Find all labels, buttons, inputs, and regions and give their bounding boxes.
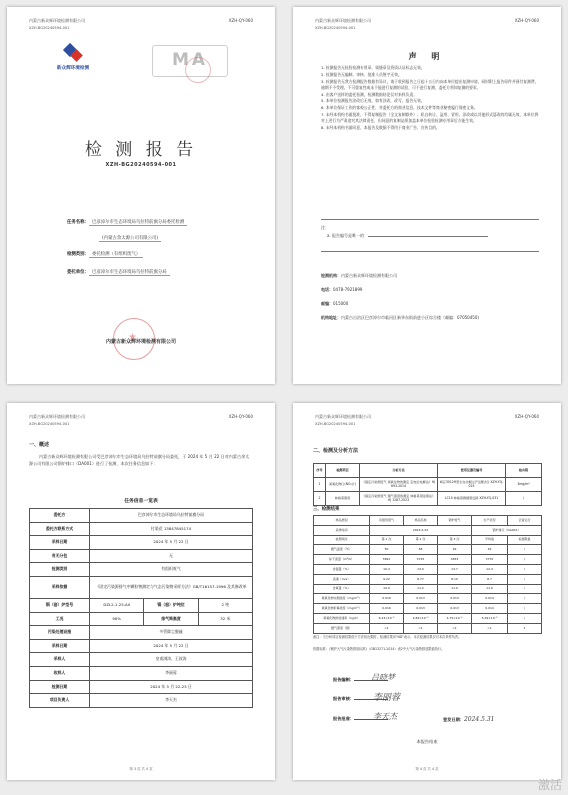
cell-key: 锅（窑）炉型号 bbox=[30, 598, 90, 612]
cell-key: 项目负责人 bbox=[30, 694, 90, 708]
table-cell: <1 bbox=[438, 623, 472, 633]
cell-value: 90% bbox=[90, 612, 144, 626]
table-cell: 锅炉排口（DA001） bbox=[472, 525, 542, 535]
cell-value: 巴彦淖尔市生态环境局乌拉特前旗分局 bbox=[90, 509, 253, 523]
table-row bbox=[314, 525, 542, 535]
table-cell: / bbox=[508, 574, 542, 584]
cell-key: 采样日期 bbox=[30, 639, 90, 653]
statement: 1. 检测报告无检验检测专用章、骑缝章及资质认证标志无效。 bbox=[321, 65, 425, 70]
date-label: 签发日期： bbox=[443, 717, 464, 722]
table-cell: 《固定污染源废气 烟气黑度的测定 林格曼望远镜法》HJ 1287-2023 bbox=[360, 492, 438, 506]
table-row bbox=[314, 623, 542, 633]
page-header bbox=[29, 414, 253, 420]
header-org: 内蒙古新众辉环境检测有限公司 bbox=[315, 18, 371, 23]
statement: 8. 未经本机构书面同意，本报告及数据不得用于商业广告、宣传目的。 bbox=[321, 124, 440, 130]
table-row bbox=[30, 576, 253, 598]
field-value: 巴彦淖尔市生态环境局乌拉特前旗分局 bbox=[89, 270, 170, 276]
signature-reviewed: 李丽蓉 bbox=[373, 693, 401, 703]
table-cell: 1 bbox=[314, 478, 326, 492]
table-row bbox=[314, 584, 542, 594]
table-cell: 《固定污染源废气 氮氧化物的测定 定电位电解法》HJ 693-2014 bbox=[360, 478, 438, 492]
cell-key: 污染处理设施 bbox=[30, 626, 90, 640]
table-cell: 崂应3012H型全自动烟尘(气)测试仪 XZH-YQ-025 bbox=[438, 478, 506, 492]
cell-value: 2024 年 5 月 22 日 bbox=[90, 536, 253, 550]
table-row bbox=[30, 598, 253, 612]
table-row bbox=[30, 666, 253, 680]
table-cell: 第 2 次 bbox=[404, 535, 438, 545]
table-cell: 8.10 bbox=[438, 574, 472, 584]
field-value: 内蒙古自治区巴彦淖尔市临河区新华东街前进小区综合楼（邮编：07050450) bbox=[341, 315, 479, 320]
table-cell: 标准限值 bbox=[508, 535, 542, 545]
field-key: 检测机构： bbox=[321, 273, 341, 278]
table-row bbox=[314, 492, 542, 506]
table-cell: / bbox=[508, 584, 542, 594]
field-key: 邮编： bbox=[321, 301, 333, 306]
table-row bbox=[314, 564, 542, 574]
client-field bbox=[67, 269, 170, 275]
table-row bbox=[30, 612, 253, 626]
declaration-title: 声 明 bbox=[408, 52, 446, 61]
table-cell: 氮氧化物(以NO₂计) bbox=[326, 478, 360, 492]
table-cell: / bbox=[508, 613, 542, 623]
signer-label: 报告编制： bbox=[333, 677, 354, 682]
table-cell: / bbox=[508, 545, 542, 555]
table-cell: 11.0 bbox=[472, 584, 508, 594]
statement: 7. 未经本机构书面批准，不得复制报告（全文复制除外）；私自转让、盗用、冒用、涂改或以其他形式篡改的均属无效，本单位将对上述行为严肃追究其法律责任，但同意的复制品须加盖本单位检验检测专用章后方能生效。 bbox=[321, 111, 539, 124]
table-cell: 0.013 bbox=[438, 594, 472, 604]
table-cell: <1 bbox=[370, 623, 404, 633]
column-header: 序号 bbox=[314, 464, 326, 478]
table-cell: 8.77 bbox=[404, 574, 438, 584]
cell-key: 采样日期 bbox=[30, 536, 90, 550]
report-number: XZH-BG20240594-001 bbox=[105, 162, 177, 168]
table-cell: 3653 bbox=[438, 555, 472, 565]
section-title: 二、检测及分析方法 bbox=[313, 448, 359, 454]
report-title: 检 测 报 告 bbox=[84, 140, 198, 160]
table-cell: LC10 林格曼测烟望远镜 XZH-YQ-031 bbox=[438, 492, 506, 506]
cell-value: 有组织废气 bbox=[90, 563, 253, 577]
table-cell: 0.013 bbox=[438, 604, 472, 614]
cell-key: 有无分包 bbox=[30, 549, 90, 563]
field-value: 委托检测（有组织废气） bbox=[89, 252, 143, 258]
table-row bbox=[30, 522, 253, 536]
signer-label: 报告批准： bbox=[333, 716, 354, 721]
table-row bbox=[30, 653, 253, 667]
header-doc-code: XZH-BG20240594-001 bbox=[29, 26, 70, 30]
table-row bbox=[30, 509, 253, 523]
table-cell: 50 bbox=[370, 545, 404, 555]
header-org: 内蒙古新众辉环境检测有限公司 bbox=[29, 18, 85, 23]
table-cell: 采样时间 bbox=[314, 525, 370, 535]
column-header: 检测项目 bbox=[326, 464, 360, 478]
table-cell: 1 bbox=[508, 623, 542, 633]
table-cell: 9.22 bbox=[370, 574, 404, 584]
table-row bbox=[314, 604, 542, 614]
field-key: 电话： bbox=[321, 287, 333, 292]
underline bbox=[368, 236, 488, 237]
field-value: 0478-7921899 bbox=[333, 287, 363, 292]
watermark-text: 激活 bbox=[537, 778, 562, 792]
overview-paragraph: 内蒙古新众辉环境检测有限公司受巴彦淖尔市生态环境局乌拉特前旗分局委托，于 2024 年 5 月 22 日对内蒙古余太源公司有限公司锅炉排口（DA001）进行了检测，本次任务信息如下： bbox=[29, 454, 250, 466]
statement: 5. 本单位检测报告涂改后无效，如有涂改，改写，报告无效。 bbox=[321, 98, 425, 104]
report-cover-page bbox=[7, 7, 275, 384]
table-cell: 6.23×10⁻⁵ bbox=[370, 613, 404, 623]
cell-value: 2024 年 5 月 22-23 日 bbox=[90, 680, 253, 694]
signature-approved: 李天杰 bbox=[373, 712, 397, 721]
table-cell: 0.013 bbox=[404, 604, 438, 614]
table-cell: 0.016 bbox=[370, 594, 404, 604]
table-cell: / bbox=[508, 604, 542, 614]
table-cell: 5.29×10⁻⁵ bbox=[472, 613, 508, 623]
standard-note: 依据标准：《锅炉大气污染物排放标准》（GB13271-2014）表2中大气污染物排放限值执行。 bbox=[313, 647, 445, 651]
company-logo bbox=[47, 45, 99, 71]
postcode-field bbox=[321, 301, 539, 307]
cell-key: 工况 bbox=[30, 612, 90, 626]
table-cell: 3891 bbox=[370, 555, 404, 565]
column-header: 分析方法 bbox=[360, 464, 438, 478]
table-cell: 49 bbox=[438, 545, 472, 555]
cell-value: 李天杰 bbox=[90, 694, 253, 708]
seal-icon bbox=[185, 57, 211, 83]
table-row bbox=[30, 549, 253, 563]
org-name-field bbox=[321, 273, 539, 279]
page-header bbox=[315, 414, 539, 420]
table-cell: 0.014 bbox=[472, 604, 508, 614]
bottom-org: 内蒙古新众辉环境检测有限公司 bbox=[105, 339, 176, 345]
logo-text: 新众辉环境检测 bbox=[56, 66, 90, 71]
table-cell: 48 bbox=[404, 545, 438, 555]
page-header bbox=[315, 18, 539, 24]
field-key: 机构地址： bbox=[321, 315, 341, 320]
note-line bbox=[327, 233, 488, 239]
table-cell: 4.75×10⁻⁵ bbox=[438, 613, 472, 623]
table-row bbox=[30, 563, 253, 577]
cell-key: 检测类别 bbox=[30, 563, 90, 577]
page-header bbox=[29, 18, 253, 24]
table-row bbox=[314, 478, 542, 492]
table-cell: / bbox=[508, 564, 542, 574]
table-cell: 3725 bbox=[404, 555, 438, 565]
overview-page bbox=[7, 403, 275, 780]
results-page bbox=[293, 403, 561, 780]
section-title: 三、检测结果 bbox=[313, 507, 340, 512]
divider bbox=[321, 251, 539, 252]
section-title: 一、概述 bbox=[29, 442, 50, 448]
table-cell: 3mg/m³ bbox=[506, 478, 542, 492]
table-row bbox=[314, 574, 542, 584]
note-text: a. 报告编号是唯一的： bbox=[327, 233, 368, 238]
table-cell: 林格曼黑度 bbox=[326, 492, 360, 506]
cell-key: 检测日期 bbox=[30, 680, 90, 694]
table-cell: <1 bbox=[404, 623, 438, 633]
table-cell: 12.4 bbox=[472, 564, 508, 574]
table-row bbox=[30, 680, 253, 694]
page-footer: 第 3 页 共 4 页 bbox=[129, 767, 153, 771]
cell-key: 锅（窑）炉吨位 bbox=[144, 598, 198, 612]
category-field bbox=[67, 251, 143, 257]
table-cell: 氮氧化物折算浓度（mg/m³） bbox=[314, 604, 370, 614]
table-cell: 烟气温度（℃） bbox=[314, 545, 370, 555]
table-title: 任务信息一览表 bbox=[124, 499, 158, 504]
table-cell: 13.7 bbox=[438, 564, 472, 574]
header-doc-code: XZH-BG20240594-001 bbox=[29, 422, 70, 426]
cell-value: 无 bbox=[90, 549, 253, 563]
page-footer: 第 4 页 共 4 页 bbox=[415, 767, 439, 771]
table-cell: 0.014 bbox=[472, 594, 508, 604]
table-cell: 8.7 bbox=[472, 574, 508, 584]
cell-key: 委托方 bbox=[30, 509, 90, 523]
table-row bbox=[30, 694, 253, 708]
table-cell: 检测频次 bbox=[314, 535, 370, 545]
header-doc-code: XZH-BG20240594-001 bbox=[315, 422, 356, 426]
table-cell: 4.84×10⁻⁵ bbox=[404, 613, 438, 623]
divider bbox=[321, 219, 539, 220]
header-form-code: XZH-QY-060 bbox=[514, 414, 539, 419]
task-name-sub bbox=[99, 235, 161, 241]
header-doc-code: XZH-BG20240594-001 bbox=[315, 26, 356, 30]
address-field bbox=[321, 315, 539, 321]
table-cell: 2024.5.22 bbox=[370, 525, 472, 535]
table-row bbox=[314, 545, 542, 555]
declaration-list bbox=[321, 65, 539, 132]
table-row bbox=[314, 535, 542, 545]
declaration-page bbox=[293, 7, 561, 384]
cell-key: 收样人 bbox=[30, 666, 90, 680]
table-cell: 平均值 bbox=[472, 535, 508, 545]
table-cell: 11.2 bbox=[404, 584, 438, 594]
table-cell: 含湿量（%） bbox=[314, 564, 370, 574]
field-value: 015000 bbox=[333, 301, 349, 306]
table-cell: 0.013 bbox=[404, 594, 438, 604]
header-form-code: XZH-QY-060 bbox=[228, 18, 253, 23]
statement: 2. 检测报告无编制、审核、批准人员签字无效。 bbox=[321, 71, 402, 77]
table-cell: 流速（m/s） bbox=[314, 574, 370, 584]
remarks-note: 备注：当分析项目检测结果低于方法检出限时，检测结果用“ND”表示，本次检测结果仅对本次采样负责。 bbox=[313, 635, 462, 639]
table-header-row bbox=[314, 464, 542, 478]
header-org: 内蒙古新众辉环境检测有限公司 bbox=[315, 414, 371, 419]
results-table bbox=[313, 515, 542, 634]
column-header: 使用仪器及编号 bbox=[438, 464, 506, 478]
cell-value: 《固定污染源排气中颗粒物测定与气态污染物采样方法》GB/T16157-1996 及其修改单 bbox=[90, 576, 253, 598]
table-cell: 3770 bbox=[472, 555, 508, 565]
field-key: 检测类别： bbox=[67, 252, 89, 257]
cma-mark: MA bbox=[152, 45, 228, 77]
statement: 6. 本单位保证工作的客观公正性，对委托方的商业信息、技术文件等商业秘密履行保密义务。 bbox=[321, 105, 478, 111]
table-cell: <1 bbox=[472, 623, 508, 633]
table-cell: 生产状况 bbox=[472, 516, 508, 526]
table-cell: / bbox=[508, 594, 542, 604]
methods-table bbox=[313, 463, 542, 506]
table-cell: 2 bbox=[314, 492, 326, 506]
header-org: 内蒙古新众辉环境检测有限公司 bbox=[29, 414, 85, 419]
table-cell: 正常运行 bbox=[508, 516, 542, 526]
table-cell: 11.0 bbox=[438, 584, 472, 594]
cell-value: DZL2-1.25-AII bbox=[90, 598, 144, 612]
table-row bbox=[314, 555, 542, 565]
cell-key: 排气筒高度 bbox=[144, 612, 198, 626]
field-key: 委托单位： bbox=[67, 270, 89, 275]
note-label: 注： bbox=[321, 225, 329, 230]
column-header: 检出限 bbox=[506, 464, 542, 478]
table-cell: 第 3 次 bbox=[438, 535, 472, 545]
cell-value: 多管除尘脱硫 bbox=[90, 626, 253, 640]
cell-key: 委托方联系方式 bbox=[30, 522, 90, 536]
table-cell: 49 bbox=[472, 545, 508, 555]
table-cell: 样品类别 bbox=[314, 516, 370, 526]
table-cell: 0.016 bbox=[370, 604, 404, 614]
field-value: 内蒙古新众辉环境检测有限公司 bbox=[341, 273, 397, 278]
statement: 4. 由客户送样的委托检测，检测数据结论仅对来样负责。 bbox=[321, 91, 417, 97]
field-value: (内蒙古余太源公司有限公司) bbox=[99, 236, 161, 242]
task-info-table bbox=[29, 508, 253, 708]
table-cell: 第 1 次 bbox=[370, 535, 404, 545]
cell-key: 采样依据 bbox=[30, 576, 90, 598]
table-cell: 10.4 bbox=[370, 564, 404, 574]
cell-value: 2 吨 bbox=[198, 598, 252, 612]
logo-icon bbox=[63, 45, 83, 63]
table-row bbox=[314, 613, 542, 623]
header-form-code: XZH-QY-060 bbox=[514, 18, 539, 23]
cell-key: 采样人 bbox=[30, 653, 90, 667]
signature-compiled: 吕晓梦 bbox=[371, 673, 395, 682]
header-form-code: XZH-QY-060 bbox=[228, 414, 253, 419]
cell-value: 付渠花 13847845174 bbox=[90, 522, 253, 536]
table-cell: 10.9 bbox=[370, 584, 404, 594]
cell-value: 李丽蓉 bbox=[90, 666, 253, 680]
table-header-row bbox=[314, 516, 542, 526]
table-cell: 烟气黑度（级） bbox=[314, 623, 370, 633]
field-key: 任务名称： bbox=[67, 220, 89, 225]
table-row bbox=[30, 639, 253, 653]
field-value: 巴彦淖尔市生态环境局乌拉特前旗分局委托检测 bbox=[89, 220, 187, 226]
table-cell: 有组织废气 bbox=[370, 516, 404, 526]
table-row bbox=[314, 594, 542, 604]
statement: 3. 检测报告无我方检测报告数据有异议，请于收到报告之日起十五日内向本单位提出复测申请，同时附上报告原件并预付复测费，逾期不予受理。不可重复性或未不能进行复测的试验，可不进行复测，委托方须知复测的要求。 bbox=[321, 78, 539, 90]
cell-value: 2024 年 5 月 22 日 bbox=[90, 639, 253, 653]
cell-value: 皇甫浏涛、王叙涛 bbox=[90, 653, 253, 667]
table-cell: 氮氧化物排放速率（kg/h） bbox=[314, 613, 370, 623]
table-cell: 氮氧化物实测浓度（mg/m³） bbox=[314, 594, 370, 604]
report-end: 本报告结束 bbox=[416, 739, 438, 744]
sign-date-field bbox=[443, 716, 495, 723]
table-row bbox=[30, 536, 253, 550]
date-value: 2024.5.31 bbox=[463, 716, 495, 723]
table-cell: 样品名称 bbox=[404, 516, 438, 526]
table-cell: 锅炉废气 bbox=[438, 516, 472, 526]
cell-value: 32 米 bbox=[198, 612, 252, 626]
table-cell: 含氧量（%） bbox=[314, 584, 370, 594]
table-cell: 13.0 bbox=[404, 564, 438, 574]
table-cell: / bbox=[506, 492, 542, 506]
signer-label: 报告审核： bbox=[333, 696, 354, 701]
table-cell: / bbox=[508, 555, 542, 565]
table-cell: 标干流量（m³/h） bbox=[314, 555, 370, 565]
table-row bbox=[30, 626, 253, 640]
task-name-field bbox=[67, 219, 187, 225]
phone-field bbox=[321, 287, 539, 293]
